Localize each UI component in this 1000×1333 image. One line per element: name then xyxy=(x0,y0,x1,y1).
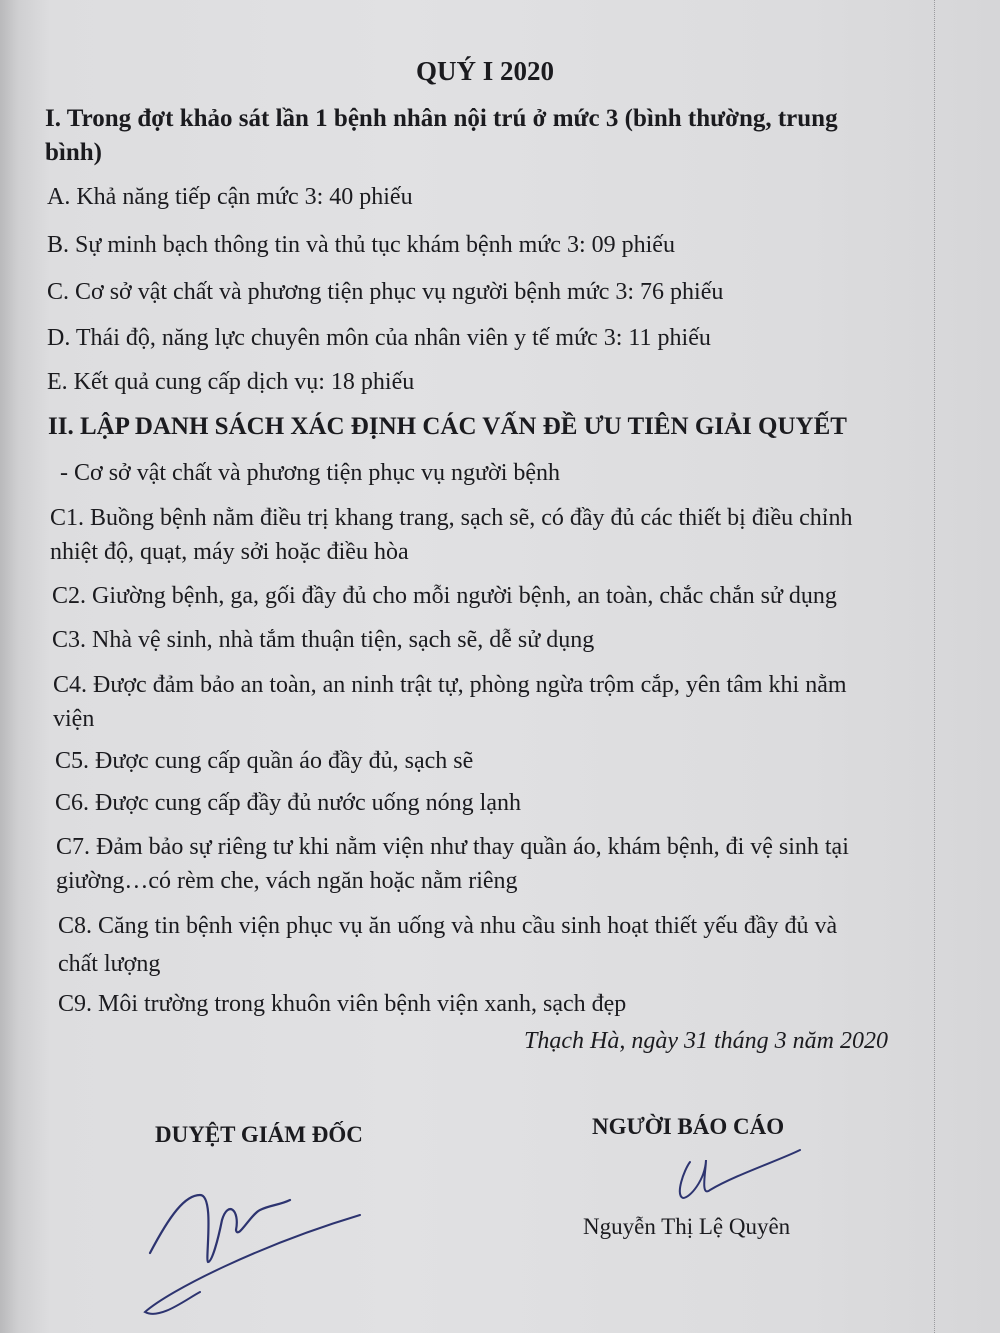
reporter-title: NGƯỜI BÁO CÁO xyxy=(592,1114,785,1139)
section1-heading-line1: I. Trong đợt khảo sát lần 1 bệnh nhân nội trú ở mức 3 (bình thường, trung xyxy=(45,105,838,132)
criterion-c7-line1: C7. Đảm bảo sự riêng tư khi nằm viện như thay quần áo, khám bệnh, đi vệ sinh tại xyxy=(56,834,849,860)
survey-item-a: A. Khả năng tiếp cận mức 3: 40 phiếu xyxy=(47,184,413,210)
criterion-c9: C9. Môi trường trong khuôn viên bệnh viện xanh, sạch đẹp xyxy=(58,991,627,1017)
date-line: Thạch Hà, ngày 31 tháng 3 năm 2020 xyxy=(524,1028,888,1054)
criterion-c8-line1: C8. Căng tin bệnh viện phục vụ ăn uống và nhu cầu sinh hoạt thiết yếu đầy đủ và xyxy=(58,913,838,939)
section2-heading: II. LẬP DANH SÁCH XÁC ĐỊNH CÁC VẤN ĐỀ ƯU TIÊN GIẢI QUYẾT xyxy=(48,413,847,440)
criterion-c4-line1: C4. Được đảm bảo an toàn, an ninh trật tự, phòng ngừa trộm cắp, yên tâm khi nằm xyxy=(53,672,847,698)
director-approval-title: DUYỆT GIÁM ĐỐC xyxy=(155,1122,363,1147)
criterion-c1-line1: C1. Buồng bệnh nằm điều trị khang trang, sạch sẽ, có đầy đủ các thiết bị điều chỉnh xyxy=(50,505,853,531)
criterion-c7-line2: giường…có rèm che, vách ngăn hoặc nằm riêng xyxy=(56,868,518,894)
criterion-c8-line2: chất lượng xyxy=(58,951,161,977)
survey-item-d: D. Thái độ, năng lực chuyên môn của nhân viên y tế mức 3: 11 phiếu xyxy=(47,325,711,351)
document-title: QUÝ I 2020 xyxy=(415,56,554,86)
criterion-c1-line2: nhiệt độ, quạt, máy sởi hoặc điều hòa xyxy=(50,539,409,565)
criterion-c2: C2. Giường bệnh, ga, gối đầy đủ cho mỗi người bệnh, an toàn, chắc chắn sử dụng xyxy=(52,583,837,609)
criterion-c4-line2: viện xyxy=(53,706,95,732)
section1-heading-line2: bình) xyxy=(45,139,102,166)
criterion-c6: C6. Được cung cấp đầy đủ nước uống nóng lạnh xyxy=(55,790,521,816)
survey-item-e: E. Kết quả cung cấp dịch vụ: 18 phiếu xyxy=(47,369,415,395)
criterion-c5: C5. Được cung cấp quần áo đầy đủ, sạch sẽ xyxy=(55,748,474,774)
section2-subheading: - Cơ sở vật chất và phương tiện phục vụ người bệnh xyxy=(60,460,561,486)
criterion-c3: C3. Nhà vệ sinh, nhà tắm thuận tiện, sạch sẽ, dễ sử dụng xyxy=(52,627,595,653)
survey-item-c: C. Cơ sở vật chất và phương tiện phục vụ người bệnh mức 3: 76 phiếu xyxy=(47,279,724,305)
survey-item-b: B. Sự minh bạch thông tin và thủ tục khám bệnh mức 3: 09 phiếu xyxy=(47,232,675,258)
reporter-name: Nguyễn Thị Lệ Quyên xyxy=(583,1214,791,1239)
